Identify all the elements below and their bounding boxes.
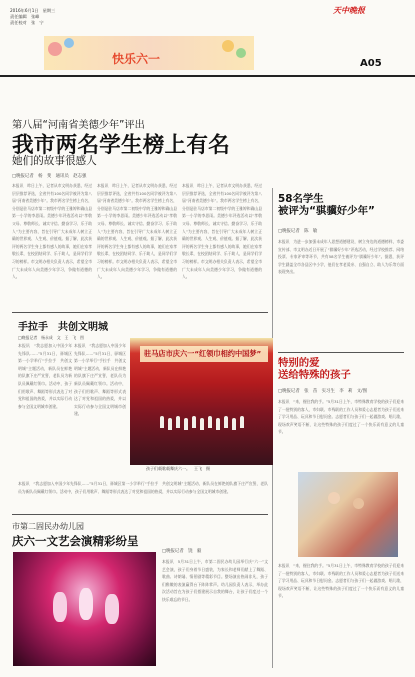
mid-body-cont: 本报讯 “我志愿加入中国少年先锋队……”5月31日，驿城区第一小学举行“手拉手 共创文明城”主题活动，新队员在鲜艳的队旗下庄严宣誓，老队员为新队员佩戴红领巾。活动中，孩子们用歌声、舞蹈等形式表达了对党和祖国的热爱，并以实际行动参与全国文明城市创建。 bbox=[18, 481, 268, 494]
issue-date: 2016年6月1日 星期三 bbox=[10, 8, 56, 13]
side2-body-cont: 本报讯 “来，握住我的手。”5月31日上午，市特殊教育学校的孩子们迎来了一批特别的客人，市妇联、市残联的工作人员和爱心志愿者为孩子们送来了学习用品、玩具和节日慰问金。志愿者们与孩子们一起做游戏、唱儿歌，现场欢声笑语不断，让这些特殊的孩子们度过了一个快乐而有意义的儿童节。 bbox=[278, 563, 404, 599]
balloon-icon bbox=[48, 42, 62, 56]
bottom-body: 本报讯 5月31日上午，市第二固民办幼儿园举行庆“六一”文艺会演，孩子们身着节日盛装，为家长和老师们献上了舞蹈、歌曲、诗朗诵、情景剧等精彩节目。整场演出热闹非凡，孩子们稚嫩的表演赢得台下阵阵掌声。幼儿园负责人表示，举办此次活动旨在为孩子们搭建展示自我的舞台，让孩子们度过一个快乐难忘的节日。 bbox=[162, 559, 268, 602]
side2-byline: □晚报记者 张 苗 实习生 李 莉 文/图 bbox=[278, 389, 368, 394]
issue-proofreader: 责任校对 张 宁 bbox=[10, 20, 44, 25]
lead-subhead: 她们的故事很感人 bbox=[12, 155, 97, 167]
lead-byline: □晚报记者 杨 斐 通讯员 赵志强 bbox=[12, 174, 87, 179]
section-rule bbox=[12, 312, 268, 313]
special-children-photo bbox=[298, 472, 398, 557]
balloon-icon bbox=[236, 48, 246, 58]
bottom-title: 庆六一文艺会演精彩纷呈 bbox=[12, 534, 139, 548]
side2-title: 特别的爱 送给特殊的孩子 bbox=[278, 357, 351, 381]
child-figure bbox=[353, 498, 364, 509]
masthead-info bbox=[10, 8, 55, 26]
section-rule bbox=[12, 514, 268, 515]
dancer-figure bbox=[53, 592, 67, 622]
lead-headline: 我市两名学生榜上有名 bbox=[12, 133, 230, 158]
mid-body-col2: 本报讯 “我志愿加入中国少年先锋队……”5月31日，驿城区第一小学举行“手拉手 共创文明城”主题活动，新队员在鲜艳的队旗下庄严宣誓，老队员为新队员佩戴红领巾。活动中，孩子们用歌声、舞蹈等形式表达了对党和祖国的热爱，并以实际行动参与全国文明城市创建。 bbox=[74, 343, 126, 417]
child-figure bbox=[328, 492, 340, 504]
dancer-figure bbox=[105, 594, 119, 624]
issue-editor: 责任编辑 张峰 bbox=[10, 14, 40, 19]
side1-byline: □晚报记者 陈 敏 bbox=[278, 229, 318, 234]
bottom-byline: □晚报记者 饶 毅 bbox=[162, 549, 202, 554]
side2-body: 本报讯 “来，握住我的手。”5月31日上午，市特殊教育学校的孩子们迎来了一批特别的客人，市妇联、市残联的工作人员和爱心志愿者为孩子们送来了学习用品、玩具和节日慰问金。志愿者们与孩子们一起做游戏、唱儿歌，现场欢声笑语不断，让这些特殊的孩子们度过了一个快乐而有意义的儿童节。 bbox=[278, 399, 404, 435]
side1-body: 本报讯 为进一步加强未成年人思想道德建设，树立身边的道德榜样，市委宣传部、市文明办近日开展了“骐骥好少年”评选活动，经过学校推荐、网络投票、专家评审等环节，共有58名学生被评为“骐骥好少年”。据悉，获评学生涵盖全市各县区中小学，他们在孝老爱亲、自强自立、助人为乐等方面表现突出。 bbox=[278, 239, 404, 275]
mid-title: 手拉手 共创文明城 bbox=[18, 322, 108, 333]
side1-title: 58名学生 被评为“骐骥好少年” bbox=[278, 193, 375, 217]
lead-body-col2: 本报讯 昨日上午，记者从市文明办获悉，经过层层推荐评选，全省共有100名同学被评为第八届“河南省美德少年”。我市两名学生榜上有名，分别是驻马店市第二初级中学的王雅婷和确山县第一小学的李思雨。美德少年评选活动以“孝敬父母、尊敬师长、诚实守信、勤奋学习、乐于助人”为主要内容，旨在引导广大未成年人树立正确的世界观、人生观、价值观。据了解，此次获评的两名学生身上都有感人的故事，她们在家孝敬长辈，在校团结同学、乐于助人，是同学们学习的榜样。市文明办相关负责人表示，希望全市广大未成年人向美德少年学习，争做有道德的人。 bbox=[97, 183, 177, 280]
newspaper-logo: 天中晚报 bbox=[333, 5, 365, 15]
balloon-icon bbox=[64, 38, 74, 48]
lead-body-col3: 本报讯 昨日上午，记者从市文明办获悉，经过层层推荐评选，全省共有100名同学被评为第八届“河南省美德少年”。我市两名学生榜上有名，分别是驻马店市第二初级中学的王雅婷和确山县第一小学的李思雨。美德少年评选活动以“孝敬父母、尊敬师长、诚实守信、勤奋学习、乐于助人”为主要内容，旨在引导广大未成年人树立正确的世界观、人生观、价值观。据了解，此次获评的两名学生身上都有感人的故事，她们在家孝敬长辈，在校团结同学、乐于助人，是同学们学习的榜样。市文明办相关负责人表示，希望全市广大未成年人向美德少年学习，争做有道德的人。 bbox=[182, 183, 262, 280]
header-rule bbox=[0, 75, 415, 77]
banner-title: 快乐六一 bbox=[112, 52, 161, 66]
bottom-kicker: 市第二固民办幼儿园 bbox=[12, 522, 84, 531]
mid-byline: □晚报记者 杨永成 文 王 飞 图 bbox=[18, 335, 84, 340]
page-number: A05 bbox=[360, 58, 382, 69]
performance-photo bbox=[13, 552, 156, 666]
lead-kicker: 第八届“河南省美德少年”评出 bbox=[12, 120, 145, 131]
balloon-icon bbox=[222, 40, 234, 52]
section-rule bbox=[278, 352, 404, 353]
stage-banner-text: 驻马店市庆六一“红领巾相约中国梦” bbox=[144, 349, 262, 358]
dancer-figure bbox=[79, 588, 93, 620]
photo-caption: 孩子们载歌载舞庆六一。 王飞 摄 bbox=[146, 466, 210, 471]
mid-body-col1: 本报讯 “我志愿加入中国少年先锋队……”5月31日，驿城区第一小学举行“手拉手 共创文明城”主题活动，新队员在鲜艳的队旗下庄严宣誓，老队员为新队员佩戴红领巾。活动中，孩子们用歌声、舞蹈等形式表达了对党和祖国的热爱，并以实际行动参与全国文明城市创建。 bbox=[18, 343, 72, 409]
lead-body-col1: 本报讯 昨日上午，记者从市文明办获悉，经过层层推荐评选，全省共有100名同学被评为第八届“河南省美德少年”。我市两名学生榜上有名，分别是驻马店市第二初级中学的王雅婷和确山县第一小学的李思雨。美德少年评选活动以“孝敬父母、尊敬师长、诚实守信、勤奋学习、乐于助人”为主要内容，旨在引导广大未成年人树立正确的世界观、人生观、价值观。据了解，此次获评的两名学生身上都有感人的故事，她们在家孝敬长辈，在校团结同学、乐于助人，是同学们学习的榜样。市文明办相关负责人表示，希望全市广大未成年人向美德少年学习，争做有道德的人。 bbox=[12, 183, 92, 280]
